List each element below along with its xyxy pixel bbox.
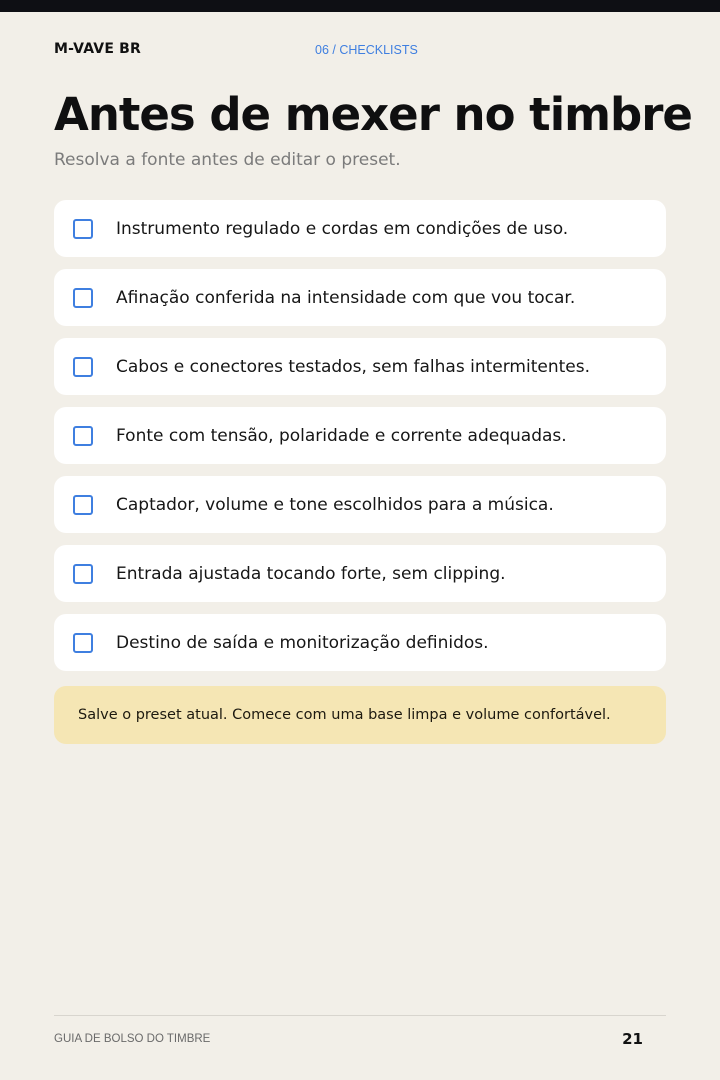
checklist-item[interactable] xyxy=(54,269,666,326)
checklist-item-label: Cabos e conectores testados, sem falhas intermitentes. xyxy=(116,356,590,377)
checkbox[interactable] xyxy=(73,495,93,515)
checkbox[interactable] xyxy=(73,426,93,446)
checklist-item-label: Afinação conferida na intensidade com que vou tocar. xyxy=(116,287,576,308)
tip-note: Salve o preset atual. Comece com uma base limpa e volume confortável. xyxy=(54,686,666,744)
checkbox[interactable] xyxy=(73,633,93,653)
checkbox[interactable] xyxy=(73,288,93,308)
checkbox[interactable] xyxy=(73,219,93,239)
checklist-item[interactable] xyxy=(54,200,666,257)
page-subtitle: Resolva a fonte antes de editar o preset. xyxy=(54,150,401,170)
top-bar xyxy=(0,0,720,12)
checklist xyxy=(54,200,666,683)
checklist-item[interactable] xyxy=(54,545,666,602)
checkbox[interactable] xyxy=(73,564,93,584)
brand-name: M-VAVE BR xyxy=(54,41,142,57)
checklist-item-label: Instrumento regulado e cordas em condições de uso. xyxy=(116,218,569,239)
page-number: 21 xyxy=(622,1030,643,1048)
checklist-item[interactable] xyxy=(54,476,666,533)
checklist-item-label: Destino de saída e monitorização definidos. xyxy=(116,632,489,653)
page-title: Antes de mexer no timbre xyxy=(54,88,692,141)
checklist-item[interactable] xyxy=(54,407,666,464)
checklist-item-label: Fonte com tensão, polaridade e corrente adequadas. xyxy=(116,425,567,446)
checklist-item-label: Entrada ajustada tocando forte, sem clipping. xyxy=(116,563,506,584)
checklist-item-label: Captador, volume e tone escolhidos para a música. xyxy=(116,494,554,515)
section-label: 06 / CHECKLISTS xyxy=(315,43,418,57)
checklist-item[interactable] xyxy=(54,338,666,395)
checkbox[interactable] xyxy=(73,357,93,377)
guide-title: GUIA DE BOLSO DO TIMBRE xyxy=(54,1033,211,1045)
checklist-item[interactable] xyxy=(54,614,666,671)
footer-divider xyxy=(54,1015,666,1016)
